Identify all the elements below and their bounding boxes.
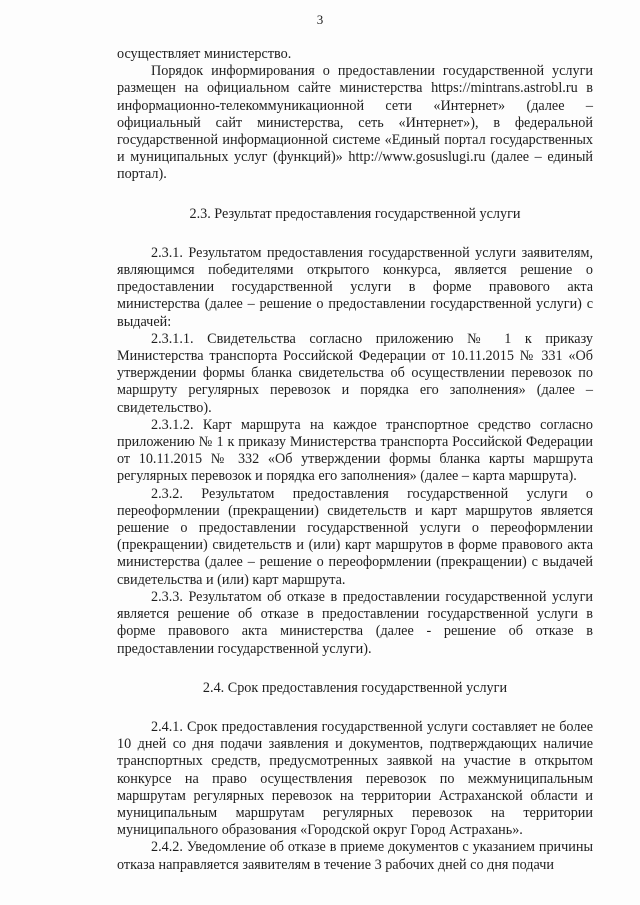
paragraph-continuation: осуществляет министерство. bbox=[117, 46, 292, 62]
section-heading-2-3: 2.3. Результат предоставления государственной услуги bbox=[189, 205, 521, 222]
page-number: 3 bbox=[316, 12, 324, 27]
paragraph-2-3-1-1: 2.3.1.1. Свидетельства согласно приложению № 1 к приказу Министерства транспорта Российской Федерации от 10.11.2015 № 331 «Об утверждении формы бланка свидетельства об осуществлении перевозок по маршруту регулярных перевозок и порядка его заполнения» (далее – свидетельство). bbox=[117, 330, 593, 416]
document-body bbox=[117, 46, 593, 874]
paragraph-2-4-2: 2.4.2. Уведомление об отказе в приеме документов с указанием причины отказа направляется заявителям в течение 3 рабочих дней со дня подачи bbox=[117, 839, 593, 873]
paragraph-2-3-1-2: 2.3.1.2. Карт маршрута на каждое транспортное средство согласно приложению № 1 к приказу Министерства транспорта Российской Федерации от 10.11.2015 № 332 «Об утверждении формы бланка карты маршрута регулярных перевозок и порядка его заполнения» (далее – карта маршрута). bbox=[117, 416, 593, 485]
paragraph-2-3-1: 2.3.1. Результатом предоставления государственной услуги заявителям, являющимся победителями открытого конкурса, является решение о предоставлении государственной услуги в форме правового акта министерства (далее – решение о предоставлении государственной услуги) с выдачей: bbox=[117, 244, 593, 330]
paragraph-2-4-1: 2.4.1. Срок предоставления государственной услуги составляет не более 10 дней со дня подачи заявления и документов, подтверждающих наличие транспортных средств, предусмотренных заявкой на участие в открытом конкурсе на право осуществления перевозок по межмуниципальным маршрутам регулярных перевозок на территории Астраханской области и муниципальным маршрутам регулярных перевозок на территории муниципального образования «Городской округ Город Астрахань». bbox=[117, 718, 593, 839]
section-heading-2-4: 2.4. Срок предоставления государственной услуги bbox=[202, 679, 508, 696]
paragraph-2-3-2: 2.3.2. Результатом предоставления государственной услуги о переоформлении (прекращении) свидетельств и карт маршрутов является решение о предоставлении государственной услуги о переоформлении (прекращении) свидетельств и (или) карт маршрутов в форме правового акта министерства (далее – решение о переоформлении (прекращении) с выдачей свидетельства и (или) карт маршрута. bbox=[117, 485, 593, 588]
paragraph-2-3-3: 2.3.3. Результатом об отказе в предоставлении государственной услуги является решение об отказе в предоставлении государственной услуги в форме правового акта министерства (далее - решение об отказе в предоставлении государственной услуги). bbox=[117, 588, 593, 657]
paragraph-informing-procedure: Порядок информирования о предоставлении государственной услуги размещен на официальном сайте министерства https://mintrans.astrobl.ru в информационно-телекоммуникационной сети «Интернет» (далее – официальный сайт министерства, сеть «Интернет»), в федеральной государственной информационной системе «Единый портал государственных и муниципальных услуг (функций)» http://www.gosuslugi.ru (далее – единый портал). bbox=[117, 63, 593, 183]
